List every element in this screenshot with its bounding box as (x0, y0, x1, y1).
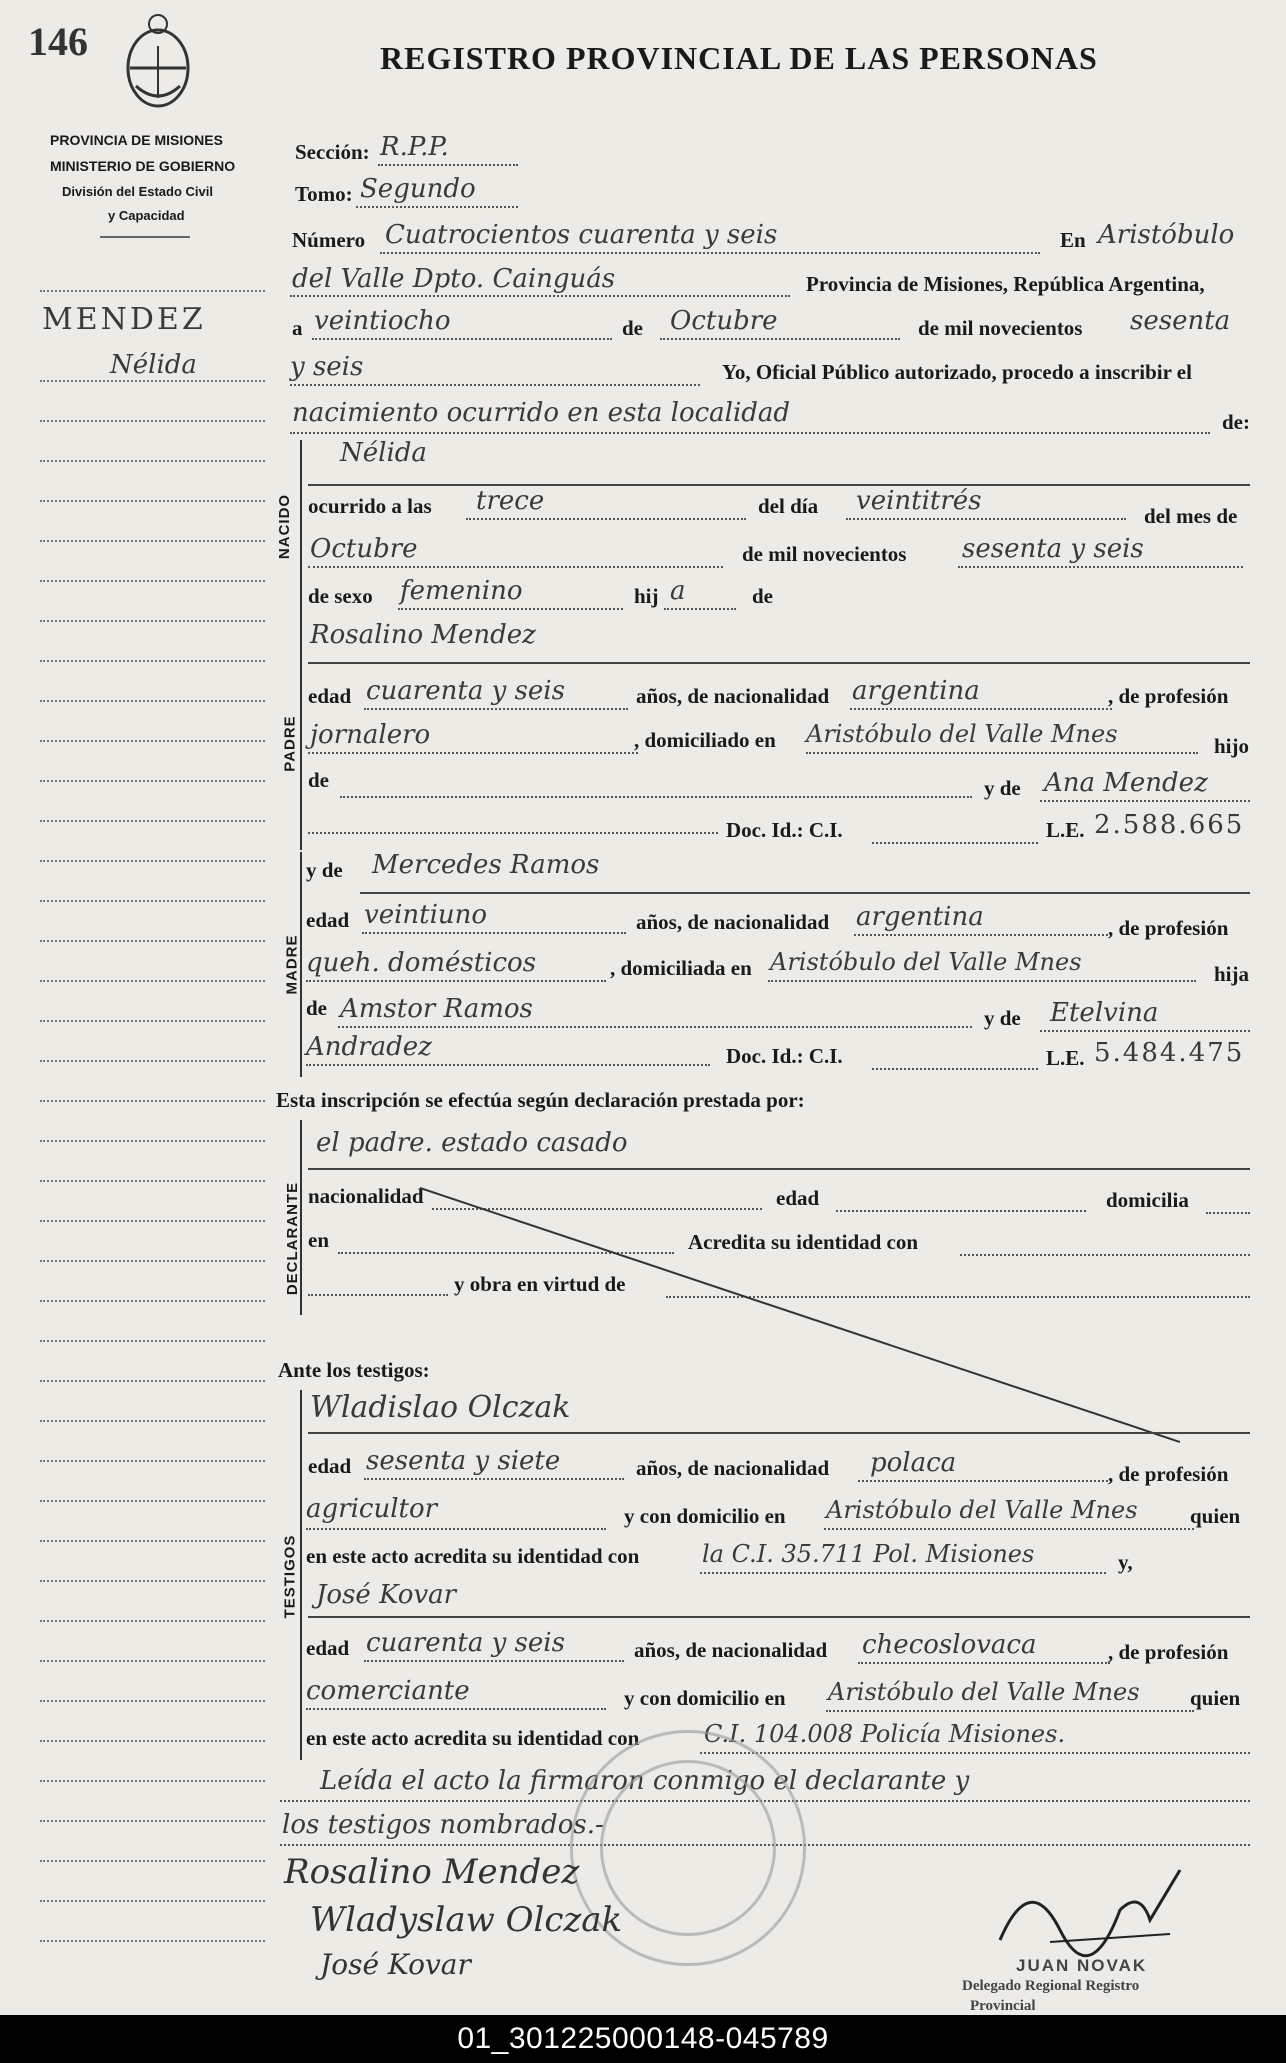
madre-mother-line-2 (306, 1064, 710, 1066)
padre-le-label: L.E. (1046, 818, 1085, 842)
division-line-2: y Capacidad (108, 208, 185, 223)
madre-edad-value: veintiuno (364, 900, 488, 930)
sex-line (398, 608, 623, 610)
madre-le-label: L.E. (1046, 1046, 1085, 1070)
w1-acred-line (700, 1572, 1106, 1574)
file-id-footer: 01_301225000148-045789 (0, 2015, 1286, 2063)
madre-edad-label: edad (306, 908, 350, 932)
hijo-value: a (670, 576, 686, 606)
w2-prof-label: , de profesión (1108, 1640, 1229, 1664)
madre-dom-line (768, 980, 1196, 982)
de-label: de (622, 316, 643, 340)
w1-prof-label: , de profesión (1108, 1462, 1229, 1486)
numero-value: Cuatrocientos cuarenta y seis (385, 220, 778, 250)
madre-name-value: Mercedes Ramos (372, 850, 600, 880)
page-number: 146 (28, 19, 88, 64)
w2-nac: checoslovaca (862, 1630, 1037, 1660)
province-text: Provincia de Misiones, República Argentina, (806, 272, 1205, 296)
w2-quien: quien (1190, 1686, 1241, 1710)
hijo-line (664, 608, 736, 610)
seccion-label: Sección: (295, 140, 370, 164)
day-line (312, 338, 612, 340)
year-text: de mil novecientos (918, 316, 1083, 340)
w2-name: José Kovar (316, 1580, 457, 1610)
year-value-2: y seis (290, 352, 364, 382)
page-title: REGISTRO PROVINCIAL DE LAS PERSONAS (380, 40, 1098, 76)
padre-prof-label: , de profesión (1108, 684, 1229, 708)
declarante-dom-label: domicilia (1106, 1188, 1189, 1212)
padre-nac-label: años, de nacionalidad (636, 684, 830, 708)
nacido-de-label: de (752, 584, 773, 608)
padre-dom-value: Aristóbulo del Valle Mnes (806, 720, 1118, 748)
madre-prof-line (306, 980, 606, 982)
padre-name-value: Rosalino Mendez (310, 620, 536, 650)
declarante-nac-label: nacionalidad (308, 1184, 424, 1208)
numero-line (380, 252, 1040, 254)
year-label: de mil novecientos (742, 542, 907, 566)
seccion-line (378, 164, 518, 166)
declarante-who-line (308, 1168, 1250, 1170)
madre-edad-line (362, 932, 626, 934)
w1-name-line (308, 1432, 1250, 1434)
madre-le-value: 5.484.475 (1094, 1038, 1245, 1068)
declarante-acredita-label: Acredita su identidad con (688, 1230, 919, 1254)
padre-dom-label: , domiciliado en (634, 728, 776, 752)
place-value: del Valle Dpto. Cainguás (292, 264, 616, 294)
w1-prof: agricultor (306, 1494, 438, 1524)
official-stamp-inner (600, 1760, 776, 1936)
padre-father-line (340, 796, 972, 798)
w1-edad-line (364, 1478, 624, 1480)
official-title-1: Delegado Regional Registro (962, 1978, 1140, 1994)
padre-de-label: de (308, 768, 329, 792)
province-heading: PROVINCIA DE MISIONES (50, 132, 223, 148)
w2-acred: C.I. 104.008 Policía Misiones. (704, 1720, 1066, 1748)
testigos-label: TESTIGOS (281, 1534, 299, 1619)
madre-de-label: de (306, 996, 327, 1020)
w1-dom-label: y con domicilio en (624, 1504, 786, 1528)
nacido-bracket (300, 440, 302, 625)
padre-edad-value: cuarenta y seis (366, 676, 565, 706)
coat-of-arms-icon (118, 6, 198, 116)
declarante-label: DECLARANTE (284, 1181, 302, 1296)
padre-prof-value: jornalero (310, 720, 431, 750)
madre-mother-value-2: Andradez (306, 1032, 432, 1062)
year-value: sesenta (1130, 306, 1231, 336)
signature-wladyslaw: Wladyslaw Olczak (310, 1900, 623, 1940)
w2-nac-label: años, de nacionalidad (634, 1638, 828, 1662)
numero-label: Número (292, 228, 366, 252)
place-line (290, 295, 790, 297)
padre-extra-line (308, 832, 718, 834)
declarante-who-value: el padre. estado casado (316, 1128, 628, 1158)
month-value: Octubre (670, 306, 778, 336)
en-label: En (1060, 228, 1086, 252)
month-line (660, 338, 900, 340)
ministry-heading: MINISTERIO DE GOBIERNO (50, 158, 236, 174)
padre-hijo-label: hijo (1214, 734, 1250, 758)
padre-name-line (308, 662, 1250, 664)
w2-edad-line (364, 1660, 624, 1662)
nacido-name-line (308, 484, 1250, 486)
w2-acred-label: en este acto acredita su identidad con (306, 1726, 640, 1750)
padre-label: PADRE (281, 715, 299, 772)
w1-dom-line (824, 1528, 1194, 1530)
padre-bracket (300, 625, 302, 850)
closing-line-1-text: Leída el acto la firmaron conmigo el declarante y (320, 1766, 970, 1796)
signature-jose: José Kovar (320, 1948, 471, 1981)
madre-doc-label: Doc. Id.: C.I. (726, 1044, 843, 1068)
madre-prof-value: queh. domésticos (306, 948, 537, 978)
w2-edad-label: edad (306, 1636, 350, 1660)
nacido-label: NACIDO (276, 493, 294, 560)
declarante-en-label: en (308, 1228, 329, 1252)
tomo-line (356, 206, 518, 208)
w1-dom: Aristóbulo del Valle Mnes (826, 1496, 1138, 1524)
w2-dom-label: y con domicilio en (624, 1686, 786, 1710)
margin-surname: MENDEZ (42, 302, 206, 337)
madre-nac-label: años, de nacionalidad (636, 910, 830, 934)
padre-mother-value: Ana Mendez (1044, 768, 1208, 798)
tomo-value: Segundo (360, 174, 476, 204)
w1-acred-label: en este acto acredita su identidad con (306, 1544, 640, 1568)
w2-dom-line (826, 1710, 1194, 1712)
declarante-edad-label: edad (776, 1186, 820, 1210)
madre-prof-label: , de profesión (1108, 916, 1229, 940)
w1-nac: polaca (870, 1448, 957, 1478)
official-signature-icon (990, 1850, 1190, 1960)
declarante-obra-label: y obra en virtud de (454, 1272, 626, 1296)
closing-line-2-text: los testigos nombrados.- (282, 1810, 604, 1840)
padre-nac-value: argentina (852, 676, 980, 706)
month-label: del mes de (1144, 504, 1238, 528)
madre-mother-line (1040, 1030, 1250, 1032)
padre-dom-line (806, 752, 1198, 754)
madre-yde2-label: y de (984, 1006, 1021, 1030)
madre-yde-label: y de (306, 858, 343, 882)
w1-prof-line (306, 1528, 606, 1530)
madre-nac-line (854, 934, 1112, 936)
padre-le-value: 2.588.665 (1094, 810, 1245, 840)
hour-line (466, 518, 746, 520)
padre-prof-line (308, 752, 638, 754)
hijo-label: hij (634, 584, 659, 608)
w2-acred-line (700, 1752, 1250, 1754)
official-name: JUAN NOVAK (1016, 1956, 1148, 1975)
w1-y: y, (1118, 1550, 1133, 1574)
event-value: nacimiento ocurrido en esta localidad (292, 398, 791, 428)
nacido-month-line (308, 566, 723, 568)
hour-value: trece (476, 486, 545, 516)
event-line (290, 432, 1210, 434)
day-value: veintiocho (314, 306, 451, 336)
w1-nac-label: años, de nacionalidad (636, 1456, 830, 1480)
nacido-year-line (958, 566, 1243, 568)
year-line-2 (290, 384, 700, 386)
padre-mother-line (1040, 800, 1250, 802)
madre-ci-line (872, 1068, 1038, 1070)
tomo-label: Tomo: (295, 182, 353, 206)
official-title-2: Provincial (970, 1998, 1036, 2014)
w2-prof-line (306, 1708, 606, 1710)
w2-edad: cuarenta y seis (366, 1628, 565, 1658)
madre-father-line (338, 1026, 972, 1028)
divider (100, 236, 190, 238)
madre-dom-value: Aristóbulo del Valle Mnes (770, 948, 1082, 976)
declarante-intro: Esta inscripción se efectúa según declaración prestada por: (276, 1088, 805, 1112)
madre-dom-label: , domiciliada en (610, 956, 752, 980)
seccion-value: R.P.P. (380, 132, 449, 162)
madre-mother-value: Etelvina (1050, 998, 1159, 1028)
margin-given-name: Nélida (110, 350, 197, 380)
padre-edad-label: edad (308, 684, 352, 708)
w1-quien: quien (1190, 1504, 1241, 1528)
w2-dom: Aristóbulo del Valle Mnes (828, 1678, 1140, 1706)
padre-doc-label: Doc. Id.: C.I. (726, 818, 843, 842)
madre-label: MADRE (283, 934, 301, 995)
sex-value: femenino (400, 576, 523, 606)
w2-nac-line (858, 1662, 1110, 1664)
w1-nac-line (858, 1480, 1108, 1482)
officer-text: Yo, Oficial Público autorizado, procedo a inscribir el (722, 360, 1192, 384)
en-value: Aristóbulo (1098, 220, 1235, 250)
nacido-month-value: Octubre (310, 534, 418, 564)
madre-father-value: Amstor Ramos (340, 994, 533, 1024)
testigos-bracket (300, 1390, 302, 1760)
padre-nac-line (850, 708, 1112, 710)
w1-acred: la C.I. 35.711 Pol. Misiones (702, 1540, 1035, 1568)
division-line-1: División del Estado Civil (62, 184, 213, 199)
padre-ci-line (872, 842, 1038, 844)
de-colon: de: (1222, 410, 1250, 434)
declarante-dom-line (1206, 1212, 1250, 1214)
padre-yde-label: y de (984, 776, 1021, 800)
day-label: del día (758, 494, 819, 518)
sex-label: de sexo (308, 584, 373, 608)
nacido-day-value: veintitrés (856, 486, 982, 516)
w1-edad: sesenta y siete (366, 1446, 561, 1476)
nacido-name-value: Nélida (340, 438, 427, 468)
madre-hija-label: hija (1214, 962, 1250, 986)
testigos-intro: Ante los testigos: (278, 1358, 430, 1382)
w2-prof: comerciante (306, 1676, 470, 1706)
w1-name: Wladislao Olczak (310, 1390, 571, 1425)
day-line-2 (846, 518, 1126, 520)
padre-edad-line (364, 708, 628, 710)
madre-nac-value: argentina (856, 902, 984, 932)
a-label: a (292, 316, 303, 340)
hour-label: ocurrido a las (308, 494, 432, 518)
nacido-year-value: sesenta y seis (962, 534, 1144, 564)
madre-name-line (360, 892, 1250, 894)
w2-name-line (308, 1616, 1250, 1618)
w1-edad-label: edad (308, 1454, 352, 1478)
signature-rosalino: Rosalino Mendez (284, 1852, 580, 1892)
